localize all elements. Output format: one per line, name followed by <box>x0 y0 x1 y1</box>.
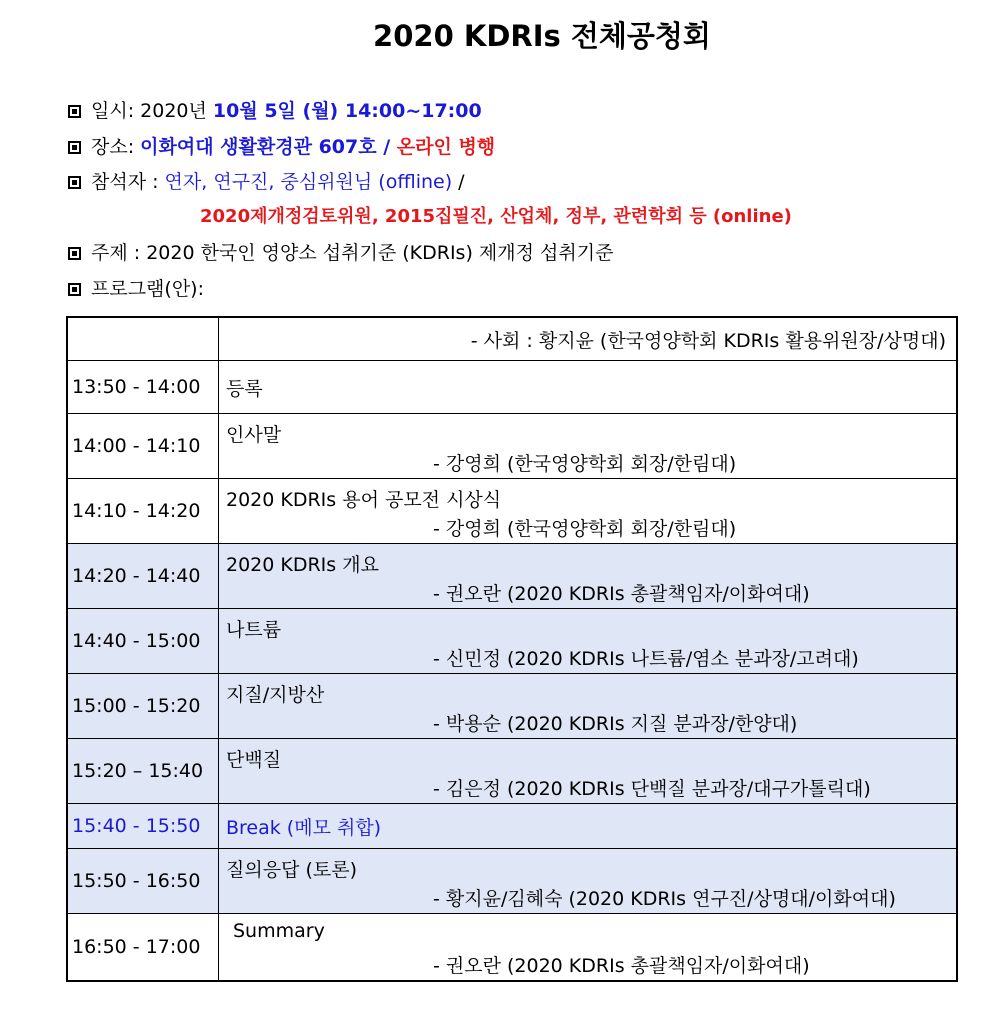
content-cell <box>219 674 958 739</box>
time-cell: 14:40 - 15:00 <box>67 609 219 674</box>
session-speaker: - 강영희 (한국영양학회 회장/한림대) <box>433 518 737 540</box>
info-topic: 주제 : 2020 한국인 영양소 섭취기준 (KDRIs) 제개정 섭취기준 <box>68 239 613 267</box>
table-row <box>67 674 957 739</box>
content-cell <box>219 609 958 674</box>
table-row-break <box>67 804 957 849</box>
content-cell <box>219 849 958 914</box>
info-attendees-online: 2020제개정검토위원, 2015집필진, 산업체, 정부, 관련학회 등 (online) <box>200 206 792 227</box>
time-cell: 13:50 - 14:00 <box>67 361 219 414</box>
session-title: 질의응답 (토론) <box>226 859 357 881</box>
host-cell: - 사회 : 황지윤 (한국영양학회 KDRIs 활용위원장/상명대) <box>219 317 958 361</box>
session-title: 2020 KDRIs 용어 공모전 시상식 <box>226 489 502 511</box>
session-title: 2020 KDRIs 개요 <box>226 554 379 576</box>
square-bullet-icon <box>68 176 81 189</box>
table-row <box>67 361 957 414</box>
time-cell: 14:00 - 14:10 <box>67 414 219 479</box>
content-cell <box>219 804 958 849</box>
session-speaker: - 강영희 (한국영양학회 회장/한림대) <box>433 453 737 475</box>
info-program-label: 프로그램(안): <box>68 275 204 303</box>
content-cell <box>219 414 958 479</box>
content-cell <box>219 739 958 804</box>
time-cell: 15:00 - 15:20 <box>67 674 219 739</box>
session-title: 등록 <box>226 377 263 400</box>
session-title: Summary <box>233 920 325 942</box>
square-bullet-icon <box>68 105 81 118</box>
table-row <box>67 914 957 982</box>
time-cell: 14:10 - 14:20 <box>67 479 219 544</box>
time-cell-empty <box>67 317 219 361</box>
info-venue: 장소: 이화여대 생활환경관 607호 / 온라인 병행 <box>68 133 495 161</box>
info-date: 일시: 2020년 10월 5일 (월) 14:00~17:00 <box>68 97 482 125</box>
table-row <box>67 849 957 914</box>
square-bullet-icon <box>68 247 81 260</box>
table-row <box>67 739 957 804</box>
session-speaker: - 황지윤/김혜숙 (2020 KDRIs 연구진/상명대/이화여대) <box>433 888 896 910</box>
program-table <box>66 316 958 982</box>
session-title: 나트륨 <box>226 619 282 641</box>
time-cell: 14:20 - 14:40 <box>67 544 219 609</box>
content-cell <box>219 544 958 609</box>
session-speaker: - 신민정 (2020 KDRIs 나트륨/염소 분과장/고려대) <box>433 648 859 670</box>
session-speaker: - 권오란 (2020 KDRIs 총괄책임자/이화여대) <box>433 583 810 605</box>
time-cell: 15:40 - 15:50 <box>67 804 219 849</box>
session-title: 지질/지방산 <box>226 684 325 706</box>
content-cell <box>219 914 958 982</box>
time-cell: 15:20 – 15:40 <box>67 739 219 804</box>
page-title: 2020 KDRIs 전체공청회 <box>373 19 711 53</box>
session-title: 인사말 <box>226 424 282 446</box>
session-title: Break (메모 취합) <box>226 816 382 839</box>
content-cell <box>219 361 958 414</box>
square-bullet-icon <box>68 283 81 296</box>
square-bullet-icon <box>68 141 81 154</box>
session-speaker: - 박용순 (2020 KDRIs 지질 분과장/한양대) <box>433 713 798 735</box>
table-row <box>67 414 957 479</box>
session-speaker: - 김은정 (2020 KDRIs 단백질 분과장/대구가톨릭대) <box>433 778 871 800</box>
table-row <box>67 544 957 609</box>
info-attendees: 참석자 : 연자, 연구진, 중심위원님 (offline) / <box>68 168 465 196</box>
session-speaker: - 권오란 (2020 KDRIs 총괄책임자/이화여대) <box>433 955 810 977</box>
time-cell: 15:50 - 16:50 <box>67 849 219 914</box>
table-row <box>67 479 957 544</box>
table-row <box>67 609 957 674</box>
time-cell: 16:50 - 17:00 <box>67 914 219 982</box>
table-header-row <box>67 317 957 361</box>
content-cell <box>219 479 958 544</box>
session-title: 단백질 <box>226 749 282 771</box>
